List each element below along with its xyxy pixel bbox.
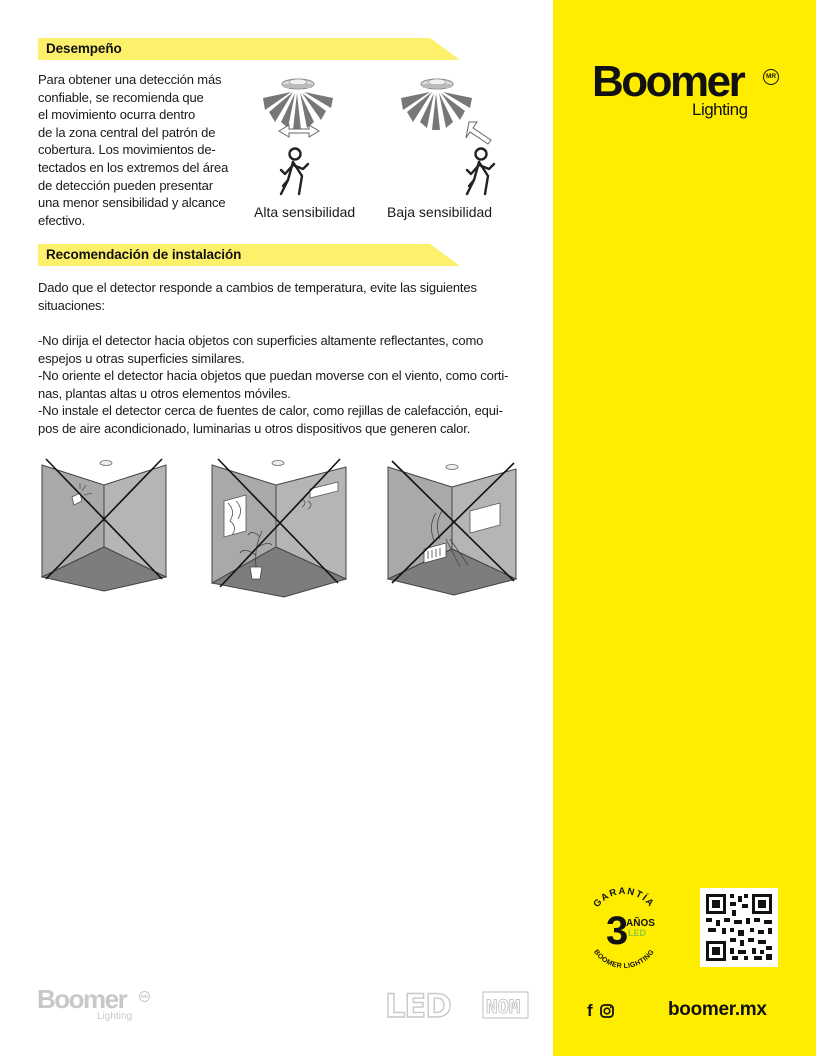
performance-paragraph <box>38 71 228 229</box>
text-line: de la zona central del patrón de <box>38 124 216 140</box>
social-links <box>587 1001 614 1021</box>
text-line: efectivo. <box>38 212 86 228</box>
list-item-line: -No dirija el detector hacia objetos con superficies altamente reflectantes, como <box>38 333 484 348</box>
footer-registered-mark: MR <box>139 991 150 1002</box>
section-header-install <box>38 244 460 266</box>
warranty-led: LED <box>628 928 646 938</box>
coverage-rays-low <box>401 92 472 130</box>
text-line: tectados en los extremos del área <box>38 159 229 175</box>
diagonal-arrow-icon <box>466 122 491 144</box>
instagram-icon[interactable] <box>600 1004 614 1018</box>
section-header-performance <box>38 38 460 60</box>
room-moving-objects-warning <box>212 459 346 597</box>
install-list <box>38 332 508 438</box>
text-line: cobertura. Los movimientos de- <box>38 142 216 158</box>
section-title-install: Recomendación de instalación <box>46 247 242 262</box>
motion-sensor-icon <box>282 79 314 89</box>
room-reflective-warning <box>42 459 166 591</box>
facebook-icon[interactable]: f <box>587 1001 593 1020</box>
warranty-badge <box>578 882 670 974</box>
caption-low-sensitivity: Baja sensibilidad <box>387 204 493 220</box>
text-line: confiable, se recomienda que <box>38 89 204 105</box>
list-item-line: -No oriente el detector hacia objetos que puedan moverse con el viento, como corti- <box>38 368 509 384</box>
warranty-years: 3 <box>606 909 629 953</box>
walking-person-icon <box>467 149 494 195</box>
text-line: el movimiento ocurra dentro <box>38 107 196 123</box>
footer-brand-wordmark: Boomer <box>37 984 127 1014</box>
brand-logo <box>592 57 777 119</box>
coverage-rays-high <box>263 92 333 130</box>
text-line: de detección pueden presentar <box>38 177 213 193</box>
list-item-line: pos de aire acondicionado, luminarias u otros dispositivos que generen calor. <box>38 420 471 436</box>
svg-text:GARANTÍA <box>591 886 656 910</box>
led-mark: LED <box>385 990 451 1020</box>
section-title-performance: Desempeño <box>46 41 122 56</box>
text-line: situaciones: <box>38 297 105 313</box>
caption-high-sensitivity: Alta sensibilidad <box>254 204 356 220</box>
qr-code-icon <box>700 888 778 967</box>
install-intro <box>38 279 477 314</box>
website-link[interactable]: boomer.mx <box>668 999 767 1020</box>
text-line: Dado que el detector responde a cambios de temperatura, evite las siguientes <box>38 280 477 295</box>
footer-brand-subtitle: Lighting <box>97 1011 133 1022</box>
list-item-line: -No instale el detector cerca de fuentes de calor, como rejillas de calefacción, equi- <box>38 403 503 419</box>
warranty-bottom-text: BOOMER LIGHTING <box>592 948 656 971</box>
nom-mark: NOM <box>486 996 521 1018</box>
list-item-line: nas, plantas altas u otros elementos móviles. <box>38 385 291 401</box>
warranty-top-text: GARANTÍA <box>591 885 657 910</box>
registered-mark: MR <box>763 69 779 85</box>
warranty-unit: AÑOS <box>626 918 655 929</box>
qr-code[interactable] <box>700 888 778 967</box>
room-heat-source-warning <box>388 461 516 595</box>
installation-warnings-illustration <box>40 455 530 600</box>
list-item-line: espejos u otras superficies similares. <box>38 350 245 366</box>
motion-sensor-icon <box>421 79 453 89</box>
text-line: Para obtener una detección más <box>38 72 222 87</box>
window-curtain-icon <box>224 495 246 537</box>
text-line: una menor sensibilidad y alcance <box>38 195 226 211</box>
footer-brand-logo <box>37 984 148 1022</box>
brand-subtitle: Lighting <box>692 100 748 119</box>
walking-person-icon <box>281 149 308 195</box>
certification-marks <box>383 990 531 1020</box>
sensitivity-illustration <box>255 70 505 205</box>
brand-wordmark: Boomer <box>592 57 744 106</box>
